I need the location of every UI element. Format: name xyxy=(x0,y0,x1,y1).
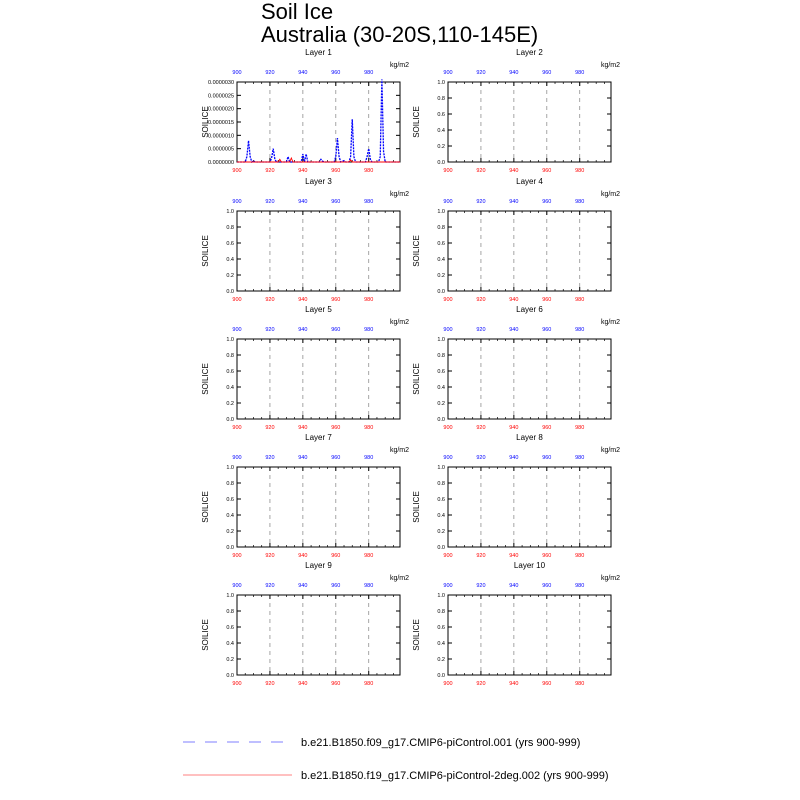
x-tick-label: 980 xyxy=(364,168,374,174)
chart-title: Layer 9 xyxy=(305,561,332,570)
plot-frame xyxy=(237,339,400,419)
legend-label-case2: b.e21.B1850.f19_g17.CMIP6-piControl-2deg.002 (yrs 900-999) xyxy=(301,770,609,782)
figure-subtitle: Australia (30-20S,110-145E) xyxy=(261,22,539,47)
x-tick-label: 920 xyxy=(476,553,486,559)
plot-frame xyxy=(448,339,611,419)
y-tick-label: 0.2 xyxy=(226,401,234,407)
y-tick-label: 0.0 xyxy=(437,673,445,679)
x-tick-label-top: 940 xyxy=(509,70,519,76)
units-label: kg/m2 xyxy=(389,191,409,198)
x-tick-label: 920 xyxy=(265,425,275,431)
y-tick-label: 0.2 xyxy=(226,273,234,279)
y-tick-label: 0.0 xyxy=(226,289,234,295)
x-tick-label-top: 980 xyxy=(364,199,374,205)
y-tick-label: 0.4 xyxy=(437,385,445,391)
y-tick-label: 0.0000020 xyxy=(208,106,234,113)
y-axis-label: SOILICE xyxy=(201,491,210,523)
y-tick-label: 0.0000005 xyxy=(208,146,234,153)
x-tick-label-top: 960 xyxy=(542,327,552,333)
y-tick-label: 0.0 xyxy=(226,545,234,551)
x-tick-label: 900 xyxy=(443,681,453,687)
y-tick-label: 1.0 xyxy=(437,80,445,86)
x-tick-label-top: 960 xyxy=(331,327,341,333)
x-tick-label: 980 xyxy=(364,297,374,303)
x-tick-label: 960 xyxy=(542,681,552,687)
plot-frame xyxy=(448,211,611,291)
y-axis-label: SOILICE xyxy=(412,491,421,523)
y-tick-label: 0.2 xyxy=(437,273,445,279)
y-tick-label: 0.6 xyxy=(226,625,234,631)
x-tick-label-top: 960 xyxy=(542,455,552,461)
units-label: kg/m2 xyxy=(389,575,409,582)
y-tick-label: 1.0 xyxy=(226,593,234,599)
x-tick-label-top: 940 xyxy=(509,583,519,589)
y-tick-label: 1.0 xyxy=(226,465,234,471)
x-tick-label-top: 920 xyxy=(265,70,275,76)
x-tick-label: 900 xyxy=(232,681,242,687)
x-tick-label-top: 980 xyxy=(575,455,585,461)
x-tick-label: 940 xyxy=(509,425,519,431)
x-tick-label-top: 900 xyxy=(232,327,242,333)
y-tick-label: 0.0 xyxy=(226,417,234,423)
y-tick-label: 1.0 xyxy=(226,209,234,215)
x-tick-label-top: 940 xyxy=(509,199,519,205)
chart-title: Layer 3 xyxy=(305,177,332,186)
figure-title: Soil Ice xyxy=(261,0,334,24)
x-tick-label: 940 xyxy=(509,297,519,303)
chart-title: Layer 8 xyxy=(516,433,543,442)
x-tick-label-top: 960 xyxy=(331,583,341,589)
units-label: kg/m2 xyxy=(389,447,409,454)
y-tick-label: 0.4 xyxy=(226,257,234,263)
y-tick-label: 0.0000015 xyxy=(208,120,234,126)
x-tick-label: 940 xyxy=(509,168,519,174)
x-tick-label: 940 xyxy=(298,297,308,303)
x-tick-label: 980 xyxy=(364,681,374,687)
legend-label-case1: b.e21.B1850.f09_g17.CMIP6-piControl.001 (yrs 900-999) xyxy=(301,737,581,749)
x-tick-label-top: 960 xyxy=(331,199,341,205)
y-tick-label: 0.4 xyxy=(437,513,445,519)
x-tick-label-top: 960 xyxy=(331,455,341,461)
y-axis-label: SOILICE xyxy=(412,235,421,267)
x-tick-label: 900 xyxy=(443,297,453,303)
x-tick-label-top: 900 xyxy=(443,583,453,589)
y-tick-label: 0.8 xyxy=(226,481,234,487)
x-tick-label: 940 xyxy=(298,553,308,559)
x-tick-label: 920 xyxy=(476,681,486,687)
units-label: kg/m2 xyxy=(600,575,620,582)
y-tick-label: 0.4 xyxy=(437,257,445,263)
x-tick-label-top: 980 xyxy=(575,70,585,76)
chart-title: Layer 1 xyxy=(305,48,332,57)
y-axis-label: SOILICE xyxy=(412,619,421,651)
y-tick-label: 0.6 xyxy=(226,241,234,247)
x-tick-label-top: 920 xyxy=(265,199,275,205)
x-tick-label: 920 xyxy=(476,425,486,431)
x-tick-label: 920 xyxy=(265,553,275,559)
units-label: kg/m2 xyxy=(389,319,409,326)
series-line-1 xyxy=(237,79,400,162)
y-axis-label: SOILICE xyxy=(412,106,421,138)
plot-frame xyxy=(237,595,400,675)
x-tick-label-top: 920 xyxy=(265,583,275,589)
y-tick-label: 1.0 xyxy=(437,465,445,471)
chart-title: Layer 7 xyxy=(305,433,332,442)
chart-title: Layer 6 xyxy=(516,305,543,314)
x-tick-label-top: 960 xyxy=(542,199,552,205)
plot-frame xyxy=(237,467,400,547)
y-tick-label: 0.8 xyxy=(437,96,445,102)
y-tick-label: 0.6 xyxy=(437,497,445,503)
x-tick-label-top: 920 xyxy=(476,327,486,333)
y-tick-label: 0.6 xyxy=(437,369,445,375)
x-tick-label: 900 xyxy=(443,425,453,431)
y-tick-label: 0.8 xyxy=(437,353,445,359)
x-tick-label-top: 920 xyxy=(476,70,486,76)
y-tick-label: 0.8 xyxy=(437,481,445,487)
x-tick-label-top: 980 xyxy=(575,583,585,589)
y-tick-label: 0.2 xyxy=(437,529,445,535)
chart-panel-7 xyxy=(201,433,409,559)
x-tick-label: 960 xyxy=(331,681,341,687)
x-tick-label-top: 980 xyxy=(575,327,585,333)
y-axis-label: SOILICE xyxy=(201,235,210,267)
y-tick-label: 0.0 xyxy=(437,160,445,166)
y-tick-label: 0.2 xyxy=(226,529,234,535)
x-tick-label-top: 900 xyxy=(232,70,242,76)
x-tick-label-top: 920 xyxy=(476,455,486,461)
x-tick-label-top: 920 xyxy=(476,199,486,205)
x-tick-label-top: 900 xyxy=(443,455,453,461)
chart-title: Layer 10 xyxy=(513,561,546,570)
chart-panel-3 xyxy=(201,177,409,303)
chart-panel-10 xyxy=(412,561,620,687)
x-tick-label-top: 920 xyxy=(265,327,275,333)
plot-frame xyxy=(448,595,611,675)
units-label: kg/m2 xyxy=(600,62,620,69)
x-tick-label: 960 xyxy=(542,297,552,303)
x-tick-label: 900 xyxy=(232,168,242,174)
y-tick-label: 0.0000025 xyxy=(208,93,234,100)
x-tick-label-top: 940 xyxy=(298,583,308,589)
x-tick-label: 900 xyxy=(443,553,453,559)
y-tick-label: 0.0000000 xyxy=(208,160,234,166)
y-tick-label: 0.6 xyxy=(437,625,445,631)
plot-frame xyxy=(448,467,611,547)
x-tick-label: 980 xyxy=(575,553,585,559)
x-tick-label: 980 xyxy=(575,425,585,431)
y-tick-label: 0.4 xyxy=(437,128,445,134)
x-tick-label: 960 xyxy=(331,553,341,559)
x-tick-label-top: 900 xyxy=(232,583,242,589)
y-tick-label: 0.6 xyxy=(437,112,445,118)
y-tick-label: 0.0000030 xyxy=(208,80,234,86)
x-tick-label-top: 900 xyxy=(232,199,242,205)
x-tick-label: 960 xyxy=(331,425,341,431)
chart-title: Layer 5 xyxy=(305,305,332,314)
chart-panel-2 xyxy=(412,48,620,174)
x-tick-label-top: 900 xyxy=(443,327,453,333)
chart-panel-6 xyxy=(412,305,620,431)
y-tick-label: 0.4 xyxy=(226,641,234,647)
x-tick-label: 940 xyxy=(509,553,519,559)
x-tick-label: 900 xyxy=(232,425,242,431)
y-tick-label: 0.6 xyxy=(226,369,234,375)
x-tick-label-top: 960 xyxy=(542,70,552,76)
y-tick-label: 1.0 xyxy=(226,337,234,343)
y-tick-label: 0.4 xyxy=(226,513,234,519)
x-tick-label: 920 xyxy=(476,168,486,174)
plot-frame xyxy=(448,82,611,162)
y-tick-label: 0.0 xyxy=(226,673,234,679)
y-tick-label: 0.8 xyxy=(226,353,234,359)
x-tick-label: 960 xyxy=(331,168,341,174)
y-tick-label: 0.2 xyxy=(437,401,445,407)
x-tick-label-top: 920 xyxy=(265,455,275,461)
y-tick-label: 0.8 xyxy=(437,225,445,231)
x-tick-label: 900 xyxy=(232,553,242,559)
y-tick-label: 0.0000010 xyxy=(208,133,234,140)
x-tick-label: 940 xyxy=(298,681,308,687)
x-tick-label: 960 xyxy=(331,297,341,303)
chart-panel-9 xyxy=(201,561,409,687)
x-tick-label-top: 940 xyxy=(298,70,308,76)
y-tick-label: 0.0 xyxy=(437,545,445,551)
y-tick-label: 0.4 xyxy=(226,385,234,391)
x-tick-label-top: 940 xyxy=(298,327,308,333)
x-tick-label-top: 960 xyxy=(542,583,552,589)
x-tick-label-top: 980 xyxy=(364,327,374,333)
x-tick-label: 960 xyxy=(542,553,552,559)
y-tick-label: 1.0 xyxy=(437,337,445,343)
x-tick-label: 940 xyxy=(298,425,308,431)
y-axis-label: SOILICE xyxy=(412,363,421,395)
x-tick-label-top: 940 xyxy=(509,455,519,461)
x-tick-label: 940 xyxy=(509,681,519,687)
x-tick-label-top: 940 xyxy=(298,455,308,461)
x-tick-label: 920 xyxy=(265,168,275,174)
plot-frame xyxy=(237,82,400,162)
y-tick-label: 0.2 xyxy=(437,144,445,150)
y-axis-label: SOILICE xyxy=(201,106,210,138)
x-tick-label-top: 980 xyxy=(364,455,374,461)
x-tick-label-top: 960 xyxy=(331,70,341,76)
y-tick-label: 0.0 xyxy=(437,417,445,423)
chart-panel-8 xyxy=(412,433,620,559)
x-tick-label: 980 xyxy=(575,297,585,303)
chart-panel-1 xyxy=(201,48,409,174)
chart-title: Layer 4 xyxy=(516,177,543,186)
y-tick-label: 0.8 xyxy=(437,609,445,615)
y-tick-label: 1.0 xyxy=(437,209,445,215)
y-axis-label: SOILICE xyxy=(201,363,210,395)
x-tick-label-top: 940 xyxy=(298,199,308,205)
x-tick-label: 900 xyxy=(232,297,242,303)
x-tick-label-top: 920 xyxy=(476,583,486,589)
x-tick-label-top: 900 xyxy=(443,199,453,205)
units-label: kg/m2 xyxy=(600,447,620,454)
chart-panel-4 xyxy=(412,177,620,303)
x-tick-label: 920 xyxy=(265,297,275,303)
units-label: kg/m2 xyxy=(600,319,620,326)
x-tick-label-top: 900 xyxy=(443,70,453,76)
x-tick-label-top: 980 xyxy=(364,70,374,76)
y-tick-label: 0.6 xyxy=(437,241,445,247)
y-axis-label: SOILICE xyxy=(201,619,210,651)
x-tick-label-top: 980 xyxy=(575,199,585,205)
x-tick-label: 920 xyxy=(476,297,486,303)
y-tick-label: 0.4 xyxy=(437,641,445,647)
y-tick-label: 0.6 xyxy=(226,497,234,503)
x-tick-label: 960 xyxy=(542,168,552,174)
x-tick-label: 980 xyxy=(575,168,585,174)
chart-panel-5 xyxy=(201,305,409,431)
y-tick-label: 0.8 xyxy=(226,225,234,231)
x-tick-label: 960 xyxy=(542,425,552,431)
plot-frame xyxy=(237,211,400,291)
y-tick-label: 0.2 xyxy=(226,657,234,663)
units-label: kg/m2 xyxy=(600,191,620,198)
x-tick-label-top: 900 xyxy=(232,455,242,461)
units-label: kg/m2 xyxy=(389,62,409,69)
x-tick-label-top: 940 xyxy=(509,327,519,333)
x-tick-label: 980 xyxy=(364,553,374,559)
x-tick-label: 920 xyxy=(265,681,275,687)
y-tick-label: 0.2 xyxy=(437,657,445,663)
x-tick-label: 900 xyxy=(443,168,453,174)
y-tick-label: 1.0 xyxy=(437,593,445,599)
chart-title: Layer 2 xyxy=(516,48,543,57)
x-tick-label: 980 xyxy=(575,681,585,687)
x-tick-label-top: 980 xyxy=(364,583,374,589)
y-tick-label: 0.8 xyxy=(226,609,234,615)
y-tick-label: 0.0 xyxy=(437,289,445,295)
x-tick-label: 940 xyxy=(298,168,308,174)
x-tick-label: 980 xyxy=(364,425,374,431)
